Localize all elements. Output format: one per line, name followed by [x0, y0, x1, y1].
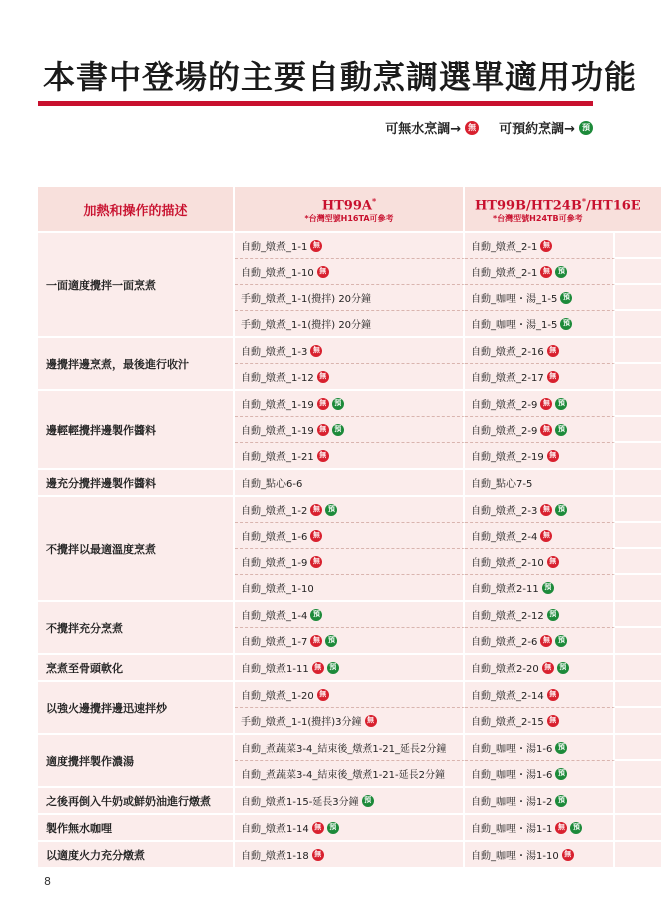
cropped-column-cell — [615, 735, 663, 761]
row-description: 不攪拌充分烹煮 — [38, 602, 235, 655]
menu-cell — [465, 470, 615, 497]
cropped-column-cell — [615, 259, 663, 285]
menu-text: 自動_燉煮_1-6 — [241, 532, 308, 543]
reserve-badge-icon: 預 — [362, 795, 374, 807]
cropped-column-cell — [615, 761, 663, 788]
no-water-badge-icon: 無 — [547, 556, 559, 568]
model2-name-suffix: /HT16E — [586, 198, 641, 214]
reserve-badge-icon: 預 — [325, 635, 337, 647]
reserve-badge-icon: 預 — [557, 662, 569, 674]
menu-text: 自動_燉煮_1-1 — [241, 242, 308, 253]
reserve-badge-icon: 預 — [327, 822, 339, 834]
menu-text: 自動_燉煮_1-3 — [241, 347, 308, 358]
menu-text: 自動_燉煮2-20 — [471, 664, 539, 675]
menu-text: 自動_燉煮1-15-延長3分鐘 — [241, 797, 359, 808]
reserve-badge-icon: 預 — [555, 742, 567, 754]
menu-cell — [465, 259, 615, 285]
menu-text: 自動_煮蔬菜3-4_結束後_燉煮1-21-延長2分鐘 — [241, 770, 445, 781]
menu-cell — [465, 708, 615, 735]
legend-no-water-label: 可無水烹調→ — [385, 122, 462, 137]
table-row — [38, 815, 663, 842]
cropped-column-cell — [615, 417, 663, 443]
menu-cell — [235, 311, 465, 338]
menu-text: 自動_燉煮1-18 — [241, 851, 309, 862]
menu-text: 自動_燉煮_2-15 — [471, 717, 544, 728]
menu-text: 自動_燉煮_1-4 — [241, 611, 308, 622]
no-water-badge-icon: 無 — [310, 240, 322, 252]
menu-text: 自動_燉煮_2-1 — [471, 242, 538, 253]
no-water-badge-icon: 無 — [540, 240, 552, 252]
menu-text: 自動_點心7-5 — [471, 479, 533, 490]
row-description: 不攪拌以最適溫度烹煮 — [38, 497, 235, 602]
no-water-badge-icon: 無 — [317, 689, 329, 701]
cropped-column-cell — [615, 285, 663, 311]
title-underline — [38, 101, 593, 106]
no-water-badge-icon: 無 — [547, 689, 559, 701]
reserve-badge-icon: 預 — [555, 504, 567, 516]
row-description: 以強火邊攪拌邊迅速拌炒 — [38, 682, 235, 735]
cropped-column-cell — [615, 682, 663, 708]
reserve-badge-icon: 預 — [560, 318, 572, 330]
header-description: 加熱和操作的描述 — [38, 187, 235, 233]
cropped-column-cell — [615, 364, 663, 391]
reserve-badge-icon: 預 — [310, 609, 322, 621]
no-water-badge-icon: 無 — [555, 822, 567, 834]
menu-text: 自動_燉煮_2-9 — [471, 426, 538, 437]
reserve-badge-icon: 預 — [547, 609, 559, 621]
menu-text: 自動_燉煮1-11 — [241, 664, 309, 675]
no-water-badge-icon: 無 — [540, 424, 552, 436]
menu-cell — [465, 338, 615, 364]
model2-sup: * — [581, 195, 587, 206]
menu-cell — [235, 682, 465, 708]
menu-text: 自動_燉煮_2-14 — [471, 691, 544, 702]
menu-cell — [465, 285, 615, 311]
menu-cell — [465, 655, 615, 682]
cropped-column-cell — [615, 470, 663, 497]
menu-cell — [465, 443, 615, 470]
menu-text: 自動_燉煮_1-10 — [241, 584, 314, 595]
menu-text: 自動_燉煮_2-12 — [471, 611, 544, 622]
menu-text: 自動_燉煮_1-2 — [241, 506, 308, 517]
cropped-column-cell — [615, 708, 663, 735]
menu-text: 自動_燉煮_2-10 — [471, 558, 544, 569]
cropped-column-cell — [615, 233, 663, 259]
cropped-column-cell — [615, 391, 663, 417]
menu-text: 手動_燉煮_1-1(攪拌) 20分鐘 — [241, 294, 372, 305]
no-water-badge-icon: 無 — [540, 530, 552, 542]
row-description: 一面適度攪拌一面烹煮 — [38, 233, 235, 338]
table-row — [38, 338, 663, 364]
no-water-badge-icon: 無 — [310, 635, 322, 647]
menu-text: 自動_燉煮_2-9 — [471, 400, 538, 411]
no-water-badge-icon: 無 — [540, 266, 552, 278]
menu-cell — [465, 788, 615, 815]
menu-text: 自動_燉煮_2-4 — [471, 532, 538, 543]
menu-cell — [235, 497, 465, 523]
table-row — [38, 682, 663, 708]
model1-sup: * — [371, 195, 377, 206]
reserve-badge-icon: 預 — [570, 822, 582, 834]
row-description: 適度攪拌製作濃湯 — [38, 735, 235, 788]
reserve-badge-icon: 預 — [579, 121, 593, 135]
menu-cell — [235, 628, 465, 655]
reserve-badge-icon: 預 — [327, 662, 339, 674]
menu-cell — [235, 285, 465, 311]
no-water-badge-icon: 無 — [540, 398, 552, 410]
no-water-badge-icon: 無 — [312, 822, 324, 834]
table-body — [38, 233, 663, 869]
menu-cell — [465, 417, 615, 443]
no-water-badge-icon: 無 — [310, 345, 322, 357]
menu-text: 自動_燉煮_2-17 — [471, 373, 544, 384]
menu-text: 自動_咖哩・湯1-1 — [471, 824, 553, 835]
menu-text: 自動_燉煮_1-7 — [241, 637, 308, 648]
menu-text: 手動_燉煮_1-1(攪拌) 20分鐘 — [241, 320, 372, 331]
model1-name: HT99A — [321, 198, 372, 214]
model2-note: *台灣型號H24TB可參考 — [493, 214, 583, 224]
reserve-badge-icon: 預 — [542, 582, 554, 594]
cropped-column-cell — [615, 842, 663, 869]
model2-name: HT99B/HT24B — [475, 198, 582, 214]
cropped-column-cell — [615, 815, 663, 842]
menu-cell — [465, 575, 615, 602]
no-water-badge-icon: 無 — [540, 635, 552, 647]
row-description: 邊充分攪拌邊製作醬料 — [38, 470, 235, 497]
header-model2 — [465, 187, 663, 233]
cropped-column-cell — [615, 523, 663, 549]
menu-cell — [235, 470, 465, 497]
menu-cell — [235, 708, 465, 735]
reserve-badge-icon: 預 — [332, 398, 344, 410]
row-description: 邊輕輕攪拌邊製作醬料 — [38, 391, 235, 470]
menu-cell — [465, 735, 615, 761]
menu-text: 自動_燉煮_1-12 — [241, 373, 314, 384]
menu-cell — [465, 628, 615, 655]
cropped-column-cell — [615, 549, 663, 575]
row-description: 邊攪拌邊烹煮，最後進行收汁 — [38, 338, 235, 391]
menu-text: 自動_咖哩・湯1-2 — [471, 797, 553, 808]
table-row — [38, 842, 663, 869]
no-water-badge-icon: 無 — [310, 556, 322, 568]
menu-text: 自動_燉煮_2-3 — [471, 506, 538, 517]
menu-cell — [465, 523, 615, 549]
reserve-badge-icon: 預 — [555, 266, 567, 278]
model1-note: *台灣型號H16TA可參考 — [304, 214, 394, 224]
no-water-badge-icon: 無 — [540, 504, 552, 516]
no-water-badge-icon: 無 — [547, 450, 559, 462]
no-water-badge-icon: 無 — [547, 345, 559, 357]
menu-text: 自動_燉煮1-14 — [241, 824, 309, 835]
menu-cell — [235, 338, 465, 364]
menu-cell — [235, 788, 465, 815]
cropped-column-cell — [615, 602, 663, 628]
menu-text: 自動_咖哩・湯1-6 — [471, 744, 553, 755]
table-row — [38, 233, 663, 259]
no-water-badge-icon: 無 — [317, 398, 329, 410]
cropped-column-cell — [615, 338, 663, 364]
legend — [385, 118, 593, 137]
menu-cell — [235, 549, 465, 575]
menu-text: 自動_燉煮_1-20 — [241, 691, 314, 702]
menu-text: 自動_煮蔬菜3-4_結束後_燉煮1-21_延長2分鐘 — [241, 744, 447, 755]
menu-cell — [235, 417, 465, 443]
menu-text: 自動_咖哩・湯_1-5 — [471, 320, 558, 331]
reserve-badge-icon: 預 — [555, 768, 567, 780]
cropped-column-cell — [615, 311, 663, 338]
menu-text: 自動_咖哩・湯1-10 — [471, 851, 559, 862]
no-water-badge-icon: 無 — [562, 849, 574, 861]
menu-text: 自動_燉煮_2-19 — [471, 452, 544, 463]
menu-text: 自動_燉煮_1-19 — [241, 426, 314, 437]
table-row — [38, 602, 663, 628]
menu-cell — [465, 549, 615, 575]
menu-text: 自動_燉煮_1-10 — [241, 268, 314, 279]
no-water-badge-icon: 無 — [547, 715, 559, 727]
menu-text: 自動_燉煮_2-1 — [471, 268, 538, 279]
no-water-badge-icon: 無 — [317, 424, 329, 436]
no-water-badge-icon: 無 — [542, 662, 554, 674]
menu-cell — [465, 311, 615, 338]
no-water-badge-icon: 無 — [310, 504, 322, 516]
menu-cell — [465, 391, 615, 417]
menu-cell — [235, 523, 465, 549]
table-row — [38, 735, 663, 761]
menu-function-table — [38, 187, 663, 869]
table-row — [38, 391, 663, 417]
row-description: 之後再倒入牛奶或鮮奶油進行燉煮 — [38, 788, 235, 815]
no-water-badge-icon: 無 — [547, 371, 559, 383]
menu-cell — [465, 602, 615, 628]
menu-text: 自動_燉煮_1-21 — [241, 452, 314, 463]
menu-text: 自動_咖哩・湯1-6 — [471, 770, 553, 781]
cropped-column-cell — [615, 788, 663, 815]
menu-text: 自動_點心6-6 — [241, 479, 303, 490]
menu-cell — [235, 364, 465, 391]
no-water-badge-icon: 無 — [465, 121, 479, 135]
menu-cell — [465, 497, 615, 523]
menu-cell — [235, 602, 465, 628]
reserve-badge-icon: 預 — [555, 398, 567, 410]
menu-cell — [465, 682, 615, 708]
menu-cell — [465, 842, 615, 869]
menu-cell — [465, 233, 615, 259]
reserve-badge-icon: 預 — [560, 292, 572, 304]
cropped-column-cell — [615, 575, 663, 602]
reserve-badge-icon: 預 — [555, 424, 567, 436]
menu-cell — [235, 842, 465, 869]
menu-cell — [235, 259, 465, 285]
menu-text: 自動_咖哩・湯_1-5 — [471, 294, 558, 305]
reserve-badge-icon: 預 — [332, 424, 344, 436]
menu-cell — [235, 575, 465, 602]
menu-text: 自動_燉煮_2-16 — [471, 347, 544, 358]
table-row — [38, 655, 663, 682]
menu-cell — [235, 655, 465, 682]
menu-cell — [465, 815, 615, 842]
row-description: 以適度火力充分燉煮 — [38, 842, 235, 869]
reserve-badge-icon: 預 — [325, 504, 337, 516]
menu-cell — [235, 735, 465, 761]
menu-text: 自動_燉煮_1-19 — [241, 400, 314, 411]
no-water-badge-icon: 無 — [317, 266, 329, 278]
reserve-badge-icon: 預 — [555, 795, 567, 807]
page-title: 本書中登場的主要自動烹調選單適用功能 — [43, 58, 638, 96]
no-water-badge-icon: 無 — [310, 530, 322, 542]
table-row — [38, 497, 663, 523]
cropped-column-cell — [615, 443, 663, 470]
page-number: 8 — [44, 875, 51, 888]
no-water-badge-icon: 無 — [312, 849, 324, 861]
row-description: 烹煮至骨頭軟化 — [38, 655, 235, 682]
menu-text: 手動_燉煮_1-1(攪拌)3分鐘 — [241, 717, 362, 728]
no-water-badge-icon: 無 — [365, 715, 377, 727]
legend-reserve-label: 可預約烹調→ — [499, 122, 575, 137]
menu-cell — [235, 815, 465, 842]
row-description: 製作無水咖哩 — [38, 815, 235, 842]
menu-cell — [465, 364, 615, 391]
no-water-badge-icon: 無 — [312, 662, 324, 674]
menu-text: 自動_燉煮_2-6 — [471, 637, 538, 648]
table-row — [38, 788, 663, 815]
table-row — [38, 470, 663, 497]
cropped-column-cell — [615, 655, 663, 682]
menu-cell — [465, 761, 615, 788]
cropped-column-cell — [615, 628, 663, 655]
menu-cell — [235, 761, 465, 788]
no-water-badge-icon: 無 — [317, 450, 329, 462]
menu-text: 自動_燉煮2-11 — [471, 584, 539, 595]
menu-text: 自動_燉煮_1-9 — [241, 558, 308, 569]
menu-cell — [235, 443, 465, 470]
reserve-badge-icon: 預 — [555, 635, 567, 647]
cropped-column-cell — [615, 497, 663, 523]
no-water-badge-icon: 無 — [317, 371, 329, 383]
menu-cell — [235, 391, 465, 417]
menu-cell — [235, 233, 465, 259]
header-model1 — [235, 187, 465, 233]
